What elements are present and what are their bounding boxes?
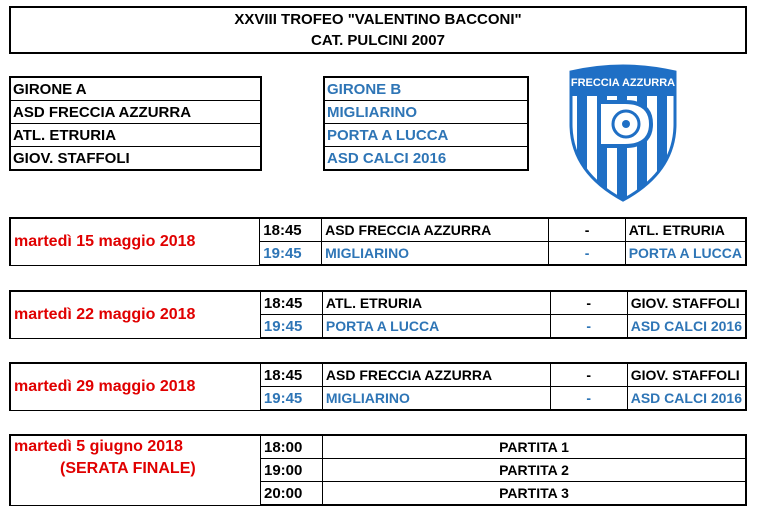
matchday-date: martedì 15 maggio 2018 xyxy=(10,218,260,265)
group-a-team: GIOV. STAFFOLI xyxy=(10,147,261,171)
freccia-azzurra-crest-icon xyxy=(563,62,683,202)
group-b-title: GIRONE B xyxy=(324,77,528,101)
match-time: 19:45 xyxy=(260,242,322,266)
group-a-title: GIRONE A xyxy=(10,77,261,101)
away-team: GIOV. STAFFOLI xyxy=(627,363,746,387)
home-team: MIGLIARINO xyxy=(322,242,549,266)
home-team: MIGLIARINO xyxy=(322,387,550,411)
matchday-table xyxy=(9,290,747,339)
group-a-team: ATL. ETRURIA xyxy=(10,124,261,147)
final-game-label: PARTITA 2 xyxy=(323,459,747,482)
final-game-time: 19:00 xyxy=(261,459,323,482)
matchday-date: martedì 22 maggio 2018 xyxy=(10,291,260,338)
match-time: 19:45 xyxy=(260,315,322,339)
match-separator: - xyxy=(549,242,625,266)
final-evening-table xyxy=(9,434,747,506)
match-time: 18:45 xyxy=(260,218,322,242)
final-game-time: 18:00 xyxy=(261,435,323,459)
tournament-title-box xyxy=(9,6,747,54)
away-team: ATL. ETRURIA xyxy=(625,218,746,242)
matchday-date: martedì 29 maggio 2018 xyxy=(10,363,260,410)
group-b-table xyxy=(323,76,529,171)
crest-text: FRECCIA AZZURRA xyxy=(570,77,676,89)
matchday-table xyxy=(9,217,747,266)
match-separator: - xyxy=(550,291,627,315)
final-date-cell xyxy=(10,435,261,505)
home-team: ASD FRECCIA AZZURRA xyxy=(322,363,550,387)
group-b-team: PORTA A LUCCA xyxy=(324,124,528,147)
match-separator: - xyxy=(549,218,625,242)
match-time: 19:45 xyxy=(260,387,322,411)
away-team: ASD CALCI 2016 xyxy=(627,387,746,411)
home-team: ASD FRECCIA AZZURRA xyxy=(322,218,549,242)
matchday-table xyxy=(9,362,747,411)
home-team: PORTA A LUCCA xyxy=(322,315,550,339)
away-team: PORTA A LUCCA xyxy=(625,242,746,266)
away-team: GIOV. STAFFOLI xyxy=(627,291,746,315)
group-b-team: MIGLIARINO xyxy=(324,101,528,124)
tournament-title: XXVIII TROFEO "VALENTINO BACCONI" xyxy=(234,11,522,28)
away-team: ASD CALCI 2016 xyxy=(627,315,746,339)
match-separator: - xyxy=(550,387,627,411)
final-game-label: PARTITA 1 xyxy=(323,435,747,459)
group-a-team: ASD FRECCIA AZZURRA xyxy=(10,101,261,124)
tournament-category: CAT. PULCINI 2007 xyxy=(311,32,445,49)
group-a-table xyxy=(9,76,262,171)
home-team: ATL. ETRURIA xyxy=(322,291,550,315)
final-game-label: PARTITA 3 xyxy=(323,482,747,506)
match-separator: - xyxy=(550,363,627,387)
final-subtitle: (SERATA FINALE) xyxy=(60,460,196,477)
match-separator: - xyxy=(550,315,627,339)
final-date: martedì 5 giugno 2018 xyxy=(14,438,183,455)
match-time: 18:45 xyxy=(260,291,322,315)
final-game-time: 20:00 xyxy=(261,482,323,506)
group-b-team: ASD CALCI 2016 xyxy=(324,147,528,171)
match-time: 18:45 xyxy=(260,363,322,387)
